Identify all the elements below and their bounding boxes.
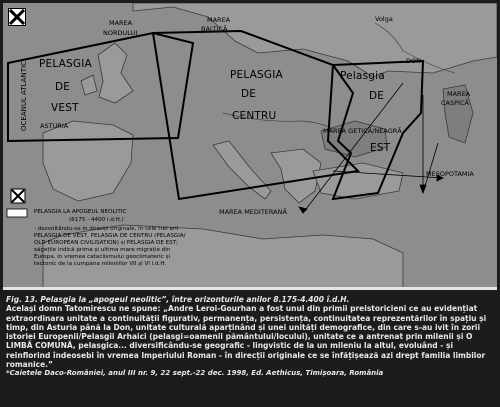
region-centru-line3: CENTRU: [232, 110, 277, 122]
region-centru-line1: PELASGIA: [230, 69, 283, 81]
label-oceanul-atlantic: OCEANUL ATLANTIC: [20, 61, 28, 131]
region-est-line1: Pelasgia: [340, 70, 385, 82]
legend-item-2-line-1: - dezvoltându-se in direcții originale, in cele trei arii: [34, 226, 179, 232]
corner-cross-icon: [8, 8, 26, 26]
region-vest-line1: PELASGIA: [39, 58, 92, 70]
label-asturia: ASTURIA: [40, 122, 69, 130]
label-marea-caspica-1: MAREA: [447, 90, 471, 98]
corner-cross-icon-svg: [9, 9, 25, 25]
label-don: DON: [406, 57, 421, 65]
caption-body: Același domn Tatomirescu ne spune: „Andre Leroi-Gourhan a fost unul din primii preistoricieni ce au evidențiat extraordinara unitate a continuității figurativ, permanența, persistența, continuitatea reprezentărilor în spațiu și timp, din Asturia până la Don, unitate culturală aparținând și unei unități demografice, din care s-au ivit în zorii istoriei Europenii/Pelasgii Arhaici (pelasgi=oamenii pământului/locului), unitate ce a antrenat prin milenii și O LIMBĂ COMUNĂ, pelasgica... diversificându-se geografic - lingvistic de la un mileniu la altul, evoluând - și reinflorind îndeosebi în vremea Imperiului Roman - în direcții originale ce se înfățișează azi drept familia limbilor romanice.”: [6, 304, 487, 370]
region-vest-line3: VEST: [51, 102, 79, 114]
caption-title: Fig. 13. Pelasgia la „apogeul neolitic”, între orizonturile anilor 8.175-4.400 î.d.H.: [6, 295, 350, 304]
legend-item-2-line-3: OLD EUROPEAN CIVILISATION) și PELASGIA DE EST;: [34, 240, 179, 246]
label-marea-caspica-2: CASPICĂ: [441, 99, 469, 107]
map-panel: [3, 3, 497, 290]
legend-item-2-line-6: tectonic de la cumpăna mileniilor VII și VI i.d.H.: [34, 261, 167, 267]
region-est-line2: DE: [369, 90, 385, 102]
label-volga: Volga: [375, 15, 393, 23]
label-marea-baltica-2: BALTICĂ: [201, 25, 228, 33]
map-legend: [9, 181, 205, 267]
legend-item-2-line-5: Europa, in vremea cataclismului geoclimateric și: [34, 254, 171, 260]
label-marea-nordului-1: MAREA: [109, 19, 133, 27]
legend-item-2-line-4: săgețile indică prima și ultima mare migrație din: [34, 247, 171, 253]
region-vest-line2: DE: [55, 81, 71, 93]
label-marea-mediterana: MAREA MEDITERANĂ: [219, 208, 287, 216]
region-est-line3: EST: [370, 142, 391, 154]
label-marea-getica: MAREA GETICĂ/NEAGRĂ: [323, 127, 402, 135]
label-marea-nordului-2: NORDULUI: [103, 29, 138, 37]
legend-item-1-dates: (6175 - 4400 i.d.H.): [69, 217, 124, 223]
legend-item-2-line-2: PELASGIA DE VEST, PELASGIA DE CENTRU (PELASGIA/: [34, 233, 186, 239]
region-centru-line2: DE: [241, 88, 257, 100]
label-mesopotamia: MESOPOTAMIA: [426, 170, 474, 178]
legend-item-1-label: PELASGIA LA APOGEUL NEOLITIC: [34, 209, 127, 215]
caption-source: *Caietele Daco-României, anul III nr. 9, 22 sept.-22 dec. 1998, Ed. Aethicus, Timișoara, România: [6, 369, 384, 378]
label-marea-baltica-1: MAREA: [207, 16, 231, 24]
figure-caption: [6, 295, 496, 378]
